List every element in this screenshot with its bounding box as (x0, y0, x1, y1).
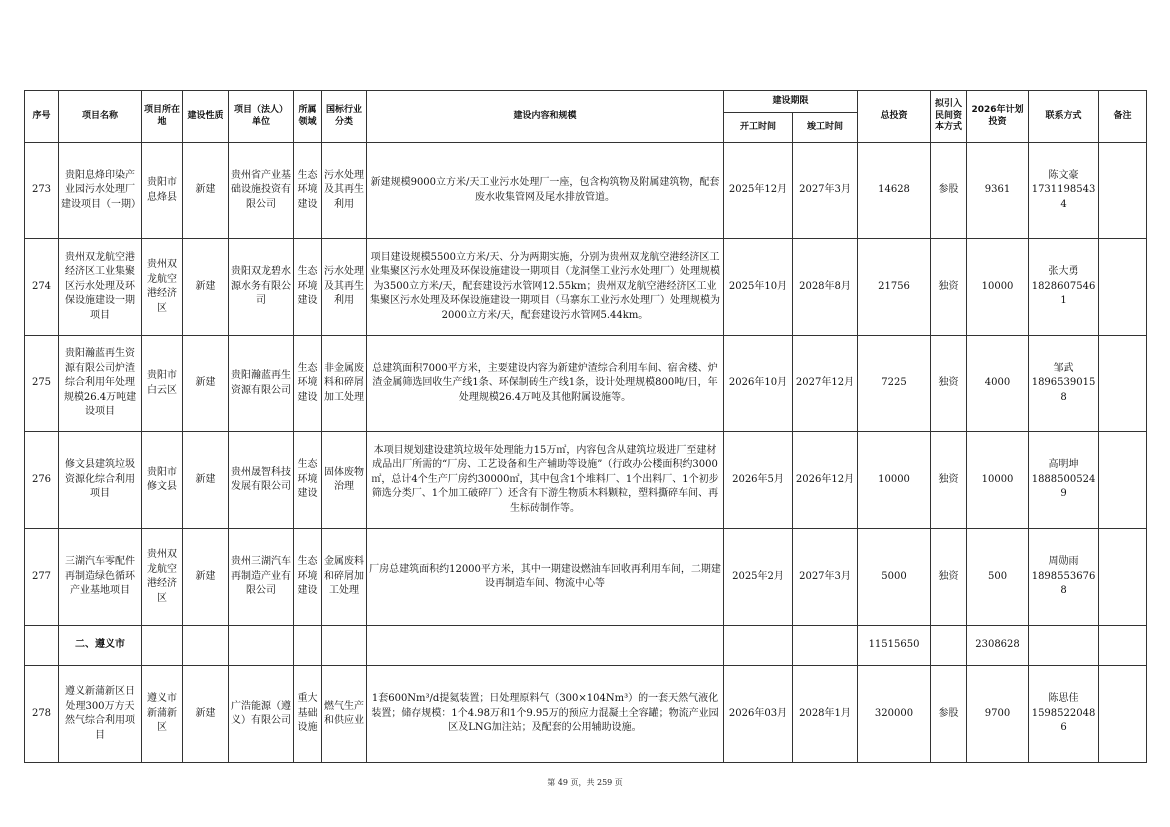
cell-seq: 276 (25, 432, 59, 529)
cell-name: 三湖汽车零配件再制造绿色循环产业基地项目 (59, 529, 142, 626)
cell-industry: 金属废料和碎屑加工处理 (322, 529, 367, 626)
header-start: 开工时间 (724, 113, 793, 143)
cell-content: 新建规模9000立方米/天工业污水处理厂一座，包含构筑物及附属建筑物，配套废水收集管网及尾水排放管道。 (367, 143, 724, 239)
cell-empty (724, 626, 793, 666)
cell-end: 2026年12月 (793, 432, 858, 529)
cell-empty (142, 626, 183, 666)
cell-plan: 9361 (967, 143, 1029, 239)
header-contact: 联系方式 (1029, 91, 1099, 143)
cell-location: 贵阳市息烽县 (142, 143, 183, 239)
contact-phone: 18885005249 (1031, 473, 1096, 500)
cell-content: 本项目规划建设建筑垃圾年处理能力15万㎡，内容包含从建筑垃圾进厂至建材成品出厂所需的“厂房、工艺设备和生产辅助等设施”（行政办公楼面积约3000㎡，总计4个生产厂房约30000㎡，其中包含1个堆料厂、1个出料厂、1个初步筛选分类厂、1个加工破碎厂）还含有下游生物质木料颗粒，塑料撕碎车间、再生标砖制作等。 (367, 432, 724, 529)
cell-seq: 273 (25, 143, 59, 239)
contact-phone: 15985220486 (1031, 707, 1096, 734)
contact-name: 高明坤 (1048, 459, 1079, 471)
cell-remark (1099, 666, 1147, 763)
cell-plan: 10000 (967, 432, 1029, 529)
header-row-1 (25, 91, 1147, 113)
cell-unit: 贵州晟智科技发展有限公司 (229, 432, 294, 529)
cell-start: 2026年10月 (724, 336, 793, 432)
cell-remark (1099, 143, 1147, 239)
contact-phone: 18965390158 (1031, 377, 1096, 403)
cell-empty (367, 626, 724, 666)
header-period: 建设期限 (724, 91, 858, 113)
cell-private: 独资 (931, 529, 967, 626)
contact-phone: 18286075461 (1031, 280, 1096, 307)
cell-empty (25, 626, 59, 666)
cell-start: 2025年10月 (724, 239, 793, 336)
page-footer: 第 49 页，共 259 页 (547, 778, 623, 787)
cell-private: 独资 (931, 336, 967, 432)
cell-unit: 贵阳双龙碧水源水务有限公司 (229, 239, 294, 336)
header-field: 所属领域 (294, 91, 322, 143)
cell-total: 320000 (858, 666, 931, 763)
cell-private: 参股 (931, 143, 967, 239)
header-name: 项目名称 (59, 91, 142, 143)
cell-name: 贵阳瀚蓝再生资源有限公司炉渣综合利用年处理规模26.4万吨建设项目 (59, 336, 142, 432)
cell-name: 遵义新蒲新区日处理300万方天然气综合利用项目 (59, 666, 142, 763)
cell-content: 1套600Nm³/d提氦装置；日处理原料气（300×104Nm³）的一套天然气液化装置；储存规模：1个4.98万和1个9.95万的预应力混凝土全容罐；物流产业园区及LNG加注站；及配套的公用辅助设施。 (367, 666, 724, 763)
city-plan: 2308628 (967, 626, 1029, 666)
header-nature: 建设性质 (183, 91, 229, 143)
cell-private: 独资 (931, 432, 967, 529)
cell-private: 参股 (931, 666, 967, 763)
cell-nature: 新建 (183, 432, 229, 529)
cell-end: 2027年3月 (793, 529, 858, 626)
cell-plan: 4000 (967, 336, 1029, 432)
cell-location: 贵州双龙航空港经济区 (142, 239, 183, 336)
cell-empty (294, 626, 322, 666)
header-location: 项目所在地 (142, 91, 183, 143)
header-plan: 2026年计划投资 (967, 91, 1029, 143)
cell-contact (1029, 529, 1099, 626)
cell-contact (1029, 666, 1099, 763)
cell-nature: 新建 (183, 666, 229, 763)
city-label: 二、遵义市 (59, 626, 142, 666)
cell-location: 遵义市新蒲新区 (142, 666, 183, 763)
contact-phone: 17311985434 (1031, 184, 1096, 210)
cell-total: 5000 (858, 529, 931, 626)
cell-content: 项目建设规模5500立方米/天、分为两期实施，分别为贵州双龙航空港经济区工业集聚区污水处理及环保设施建设一期项目（龙洞堡工业污水处理厂）处理规模为3500立方米/天，配套建设污水管网12.55km；贵州双龙航空港经济区工业集聚区污水处理及环保设施建设一期项目（马寨东工业污水处理厂）处理规模为2000立方米/天，配套建设污水管网5.44km。 (367, 239, 724, 336)
table-row (25, 529, 1147, 626)
cell-total: 7225 (858, 336, 931, 432)
contact-name: 邹武 (1053, 362, 1074, 374)
cell-plan: 9700 (967, 666, 1029, 763)
cell-empty (229, 626, 294, 666)
cell-empty (1029, 626, 1099, 666)
cell-end: 2028年8月 (793, 239, 858, 336)
cell-nature: 新建 (183, 336, 229, 432)
cell-contact (1029, 239, 1099, 336)
cell-end: 2027年12月 (793, 336, 858, 432)
city-subtotal-row (25, 626, 1147, 666)
cell-seq: 278 (25, 666, 59, 763)
cell-field: 生态环境建设 (294, 529, 322, 626)
cell-content: 厂房总建筑面积约12000平方米，其中一期建设燃油车回收再利用车间，二期建设再制造车间、物流中心等 (367, 529, 724, 626)
project-table (24, 90, 1147, 763)
contact-name: 陈文豪 (1048, 169, 1079, 181)
cell-plan: 10000 (967, 239, 1029, 336)
cell-seq: 275 (25, 336, 59, 432)
cell-seq: 277 (25, 529, 59, 626)
cell-field: 生态环境建设 (294, 143, 322, 239)
table-row (25, 239, 1147, 336)
header-industry: 国标行业分类 (322, 91, 367, 143)
header-total: 总投资 (858, 91, 931, 143)
cell-industry: 燃气生产和供应业 (322, 666, 367, 763)
cell-unit: 贵州三湖汽车再制造产业有限公司 (229, 529, 294, 626)
contact-name: 陈思佳 (1048, 693, 1079, 705)
header-end: 竣工时间 (793, 113, 858, 143)
cell-industry: 污水处理及其再生利用 (322, 143, 367, 239)
cell-remark (1099, 529, 1147, 626)
cell-unit: 广浩能源（遵义）有限公司 (229, 666, 294, 763)
cell-plan: 500 (967, 529, 1029, 626)
cell-contact (1029, 432, 1099, 529)
cell-seq: 274 (25, 239, 59, 336)
cell-start: 2025年2月 (724, 529, 793, 626)
cell-contact (1029, 143, 1099, 239)
cell-end: 2028年1月 (793, 666, 858, 763)
cell-nature: 新建 (183, 529, 229, 626)
cell-contact (1029, 336, 1099, 432)
cell-remark (1099, 432, 1147, 529)
cell-location: 贵阳市修文县 (142, 432, 183, 529)
cell-field: 生态环境建设 (294, 336, 322, 432)
contact-name: 张大勇 (1048, 266, 1079, 278)
cell-end: 2027年3月 (793, 143, 858, 239)
cell-content: 总建筑面积7000平方米，主要建设内容为新建炉渣综合利用车间、宿舍楼、炉渣金属筛选回收生产线1条、环保制砖生产线1条，设计处理规模800吨/日，年处理规模26.4万吨及其他附属设施等。 (367, 336, 724, 432)
cell-total: 10000 (858, 432, 931, 529)
cell-total: 14628 (858, 143, 931, 239)
cell-name: 贵阳息烽印染产业园污水处理厂建设项目（一期） (59, 143, 142, 239)
cell-remark (1099, 239, 1147, 336)
header-unit: 项目（法人）单位 (229, 91, 294, 143)
table-row (25, 666, 1147, 763)
cell-empty (322, 626, 367, 666)
cell-location: 贵阳市白云区 (142, 336, 183, 432)
cell-empty (793, 626, 858, 666)
cell-nature: 新建 (183, 239, 229, 336)
cell-field: 生态环境建设 (294, 239, 322, 336)
cell-name: 修文县建筑垃圾资源化综合利用项目 (59, 432, 142, 529)
header-seq: 序号 (25, 91, 59, 143)
contact-phone: 18985536768 (1031, 570, 1096, 597)
cell-field: 生态环境建设 (294, 432, 322, 529)
cell-field: 重大基础设施 (294, 666, 322, 763)
header-content: 建设内容和规模 (367, 91, 724, 143)
cell-remark (1099, 336, 1147, 432)
cell-name: 贵州双龙航空港经济区工业集聚区污水处理及环保设施建设一期项目 (59, 239, 142, 336)
cell-start: 2026年03月 (724, 666, 793, 763)
contact-name: 周勋雨 (1048, 556, 1079, 568)
cell-industry: 非金属废料和碎屑加工处理 (322, 336, 367, 432)
cell-start: 2026年5月 (724, 432, 793, 529)
cell-industry: 污水处理及其再生利用 (322, 239, 367, 336)
header-private: 拟引入民间资本方式 (931, 91, 967, 143)
header-remark: 备注 (1099, 91, 1147, 143)
table-row (25, 432, 1147, 529)
table-row (25, 336, 1147, 432)
cell-empty (183, 626, 229, 666)
cell-nature: 新建 (183, 143, 229, 239)
cell-unit: 贵阳瀚蓝再生资源有限公司 (229, 336, 294, 432)
cell-start: 2025年12月 (724, 143, 793, 239)
cell-private: 独资 (931, 239, 967, 336)
city-total: 11515650 (858, 626, 931, 666)
cell-total: 21756 (858, 239, 931, 336)
table-row (25, 143, 1147, 239)
cell-location: 贵州双龙航空港经济区 (142, 529, 183, 626)
cell-empty (931, 626, 967, 666)
cell-industry: 固体废物治理 (322, 432, 367, 529)
cell-unit: 贵州省产业基础设施投资有限公司 (229, 143, 294, 239)
cell-empty (1099, 626, 1147, 666)
